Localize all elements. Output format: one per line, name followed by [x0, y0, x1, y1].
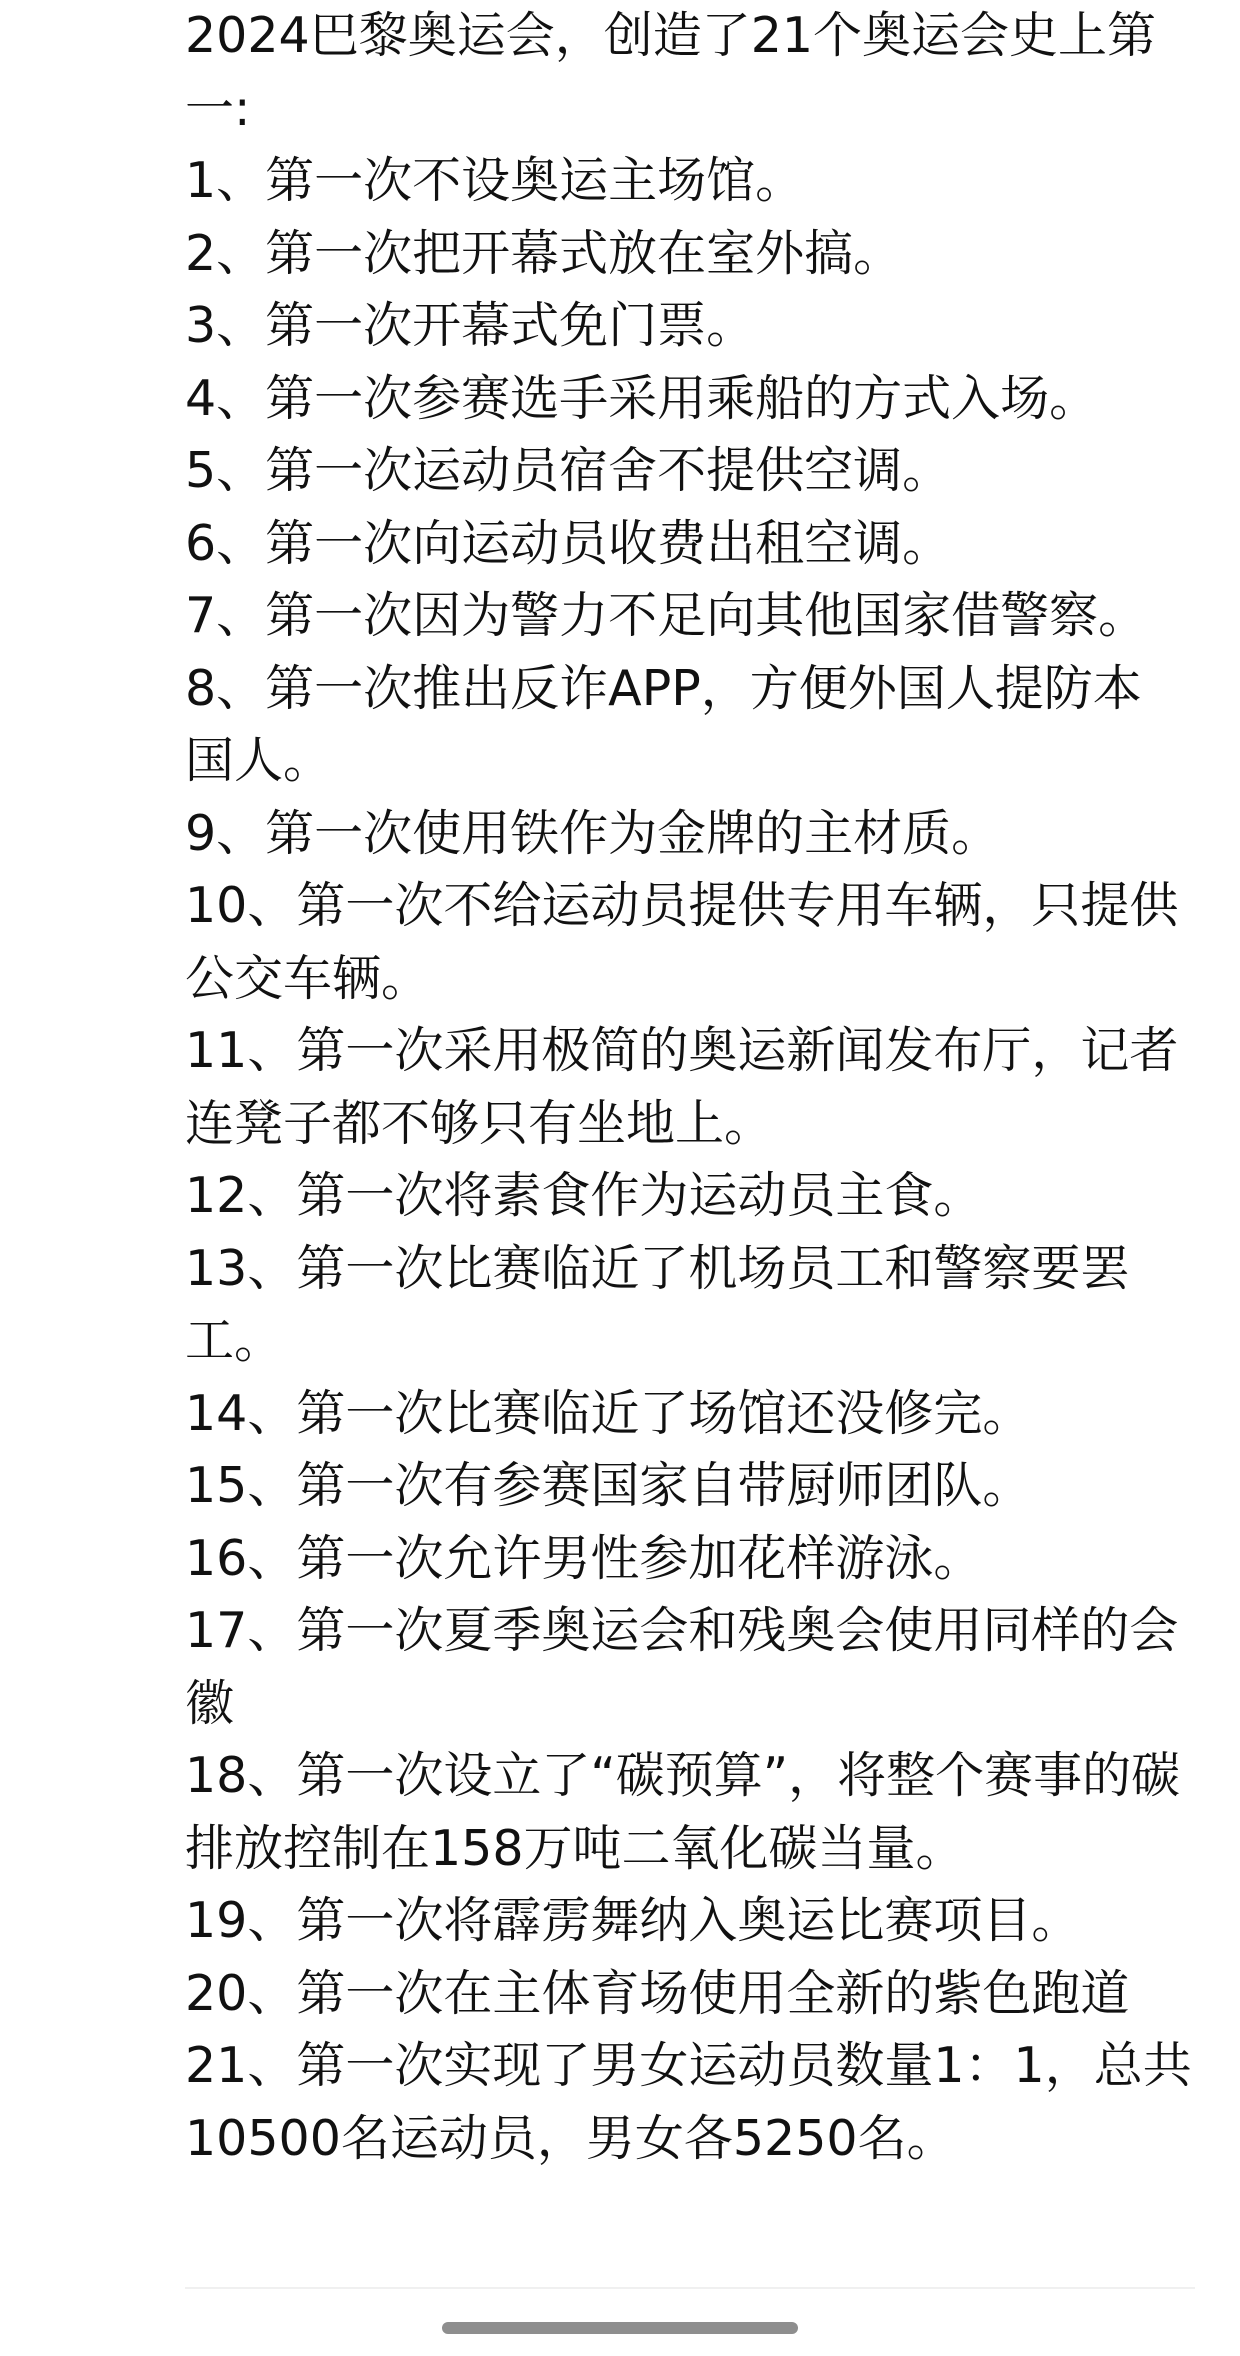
list-item-10-continued: 公交车辆。: [185, 949, 431, 1007]
list-item-1: 1、第一次不设奥运主场馆。: [185, 152, 805, 209]
list-item-2: 2、第一次把开幕式放在室外搞。: [185, 224, 903, 282]
list-item-10: 10、第一次不给运动员提供专用车辆，只提供: [185, 877, 1179, 934]
list-item-14: 14、第一次比赛临近了场馆还没修完。: [185, 1384, 1032, 1442]
list-item-13-continued: 工。: [185, 1312, 284, 1369]
list-item-7: 7、第一次因为警力不足向其他国家借警察。: [185, 587, 1148, 644]
list-item-17: 17、第一次夏季奥运会和残奥会使用同样的会: [185, 1602, 1179, 1659]
list-item-4: 4、第一次参赛选手采用乘船的方式入场。: [185, 369, 1099, 427]
list-item-11: 11、第一次采用极简的奥运新闻发布厅，记者: [185, 1022, 1179, 1079]
list-item-3: 3、第一次开幕式免门票。: [185, 297, 756, 354]
list-item-17-continued: 徽: [185, 1674, 235, 1732]
home-indicator[interactable]: [442, 2322, 798, 2334]
list-item-20: 20、第一次在主体育场使用全新的紫色跑道: [185, 1964, 1130, 2022]
list-item-8-continued: 国人。: [185, 732, 333, 789]
list-item-9: 9、第一次使用铁作为金牌的主材质。: [185, 804, 1001, 862]
post-text: [185, 0, 1195, 2175]
list-item-13: 13、第一次比赛临近了机场员工和警察要罢: [185, 1239, 1130, 1297]
list-item-8: 8、第一次推出反诈APP，方便外国人提防本: [185, 659, 1142, 717]
list-item-21-continued: 10500名运动员，男女各5250名。: [185, 2109, 956, 2167]
list-item-15: 15、第一次有参赛国家自带厨师团队。: [185, 1457, 1032, 1514]
list-item-18: 18、第一次设立了“碳预算”，将整个赛事的碳: [185, 1747, 1181, 1804]
divider: [185, 2287, 1195, 2289]
list-item-6: 6、第一次向运动员收费出租空调。: [185, 514, 952, 572]
list-item-16: 16、第一次允许男性参加花样游泳。: [185, 1529, 983, 1587]
list-item-5: 5、第一次运动员宿舍不提供空调。: [185, 442, 952, 499]
list-item-12: 12、第一次将素食作为运动员主食。: [185, 1167, 983, 1224]
list-item-11-continued: 连凳子都不够只有坐地上。: [185, 1094, 774, 1152]
post-line-intro-1: 2024巴黎奥运会，创造了21个奥运会史上第: [185, 7, 1157, 64]
list-item-18-continued: 排放控制在158万吨二氧化碳当量。: [185, 1819, 965, 1877]
post-line-intro-2: 一:: [185, 79, 251, 137]
list-item-19: 19、第一次将霹雳舞纳入奥运比赛项目。: [185, 1892, 1081, 1949]
list-item-21: 21、第一次实现了男女运动员数量1：1，总共: [185, 2037, 1192, 2094]
